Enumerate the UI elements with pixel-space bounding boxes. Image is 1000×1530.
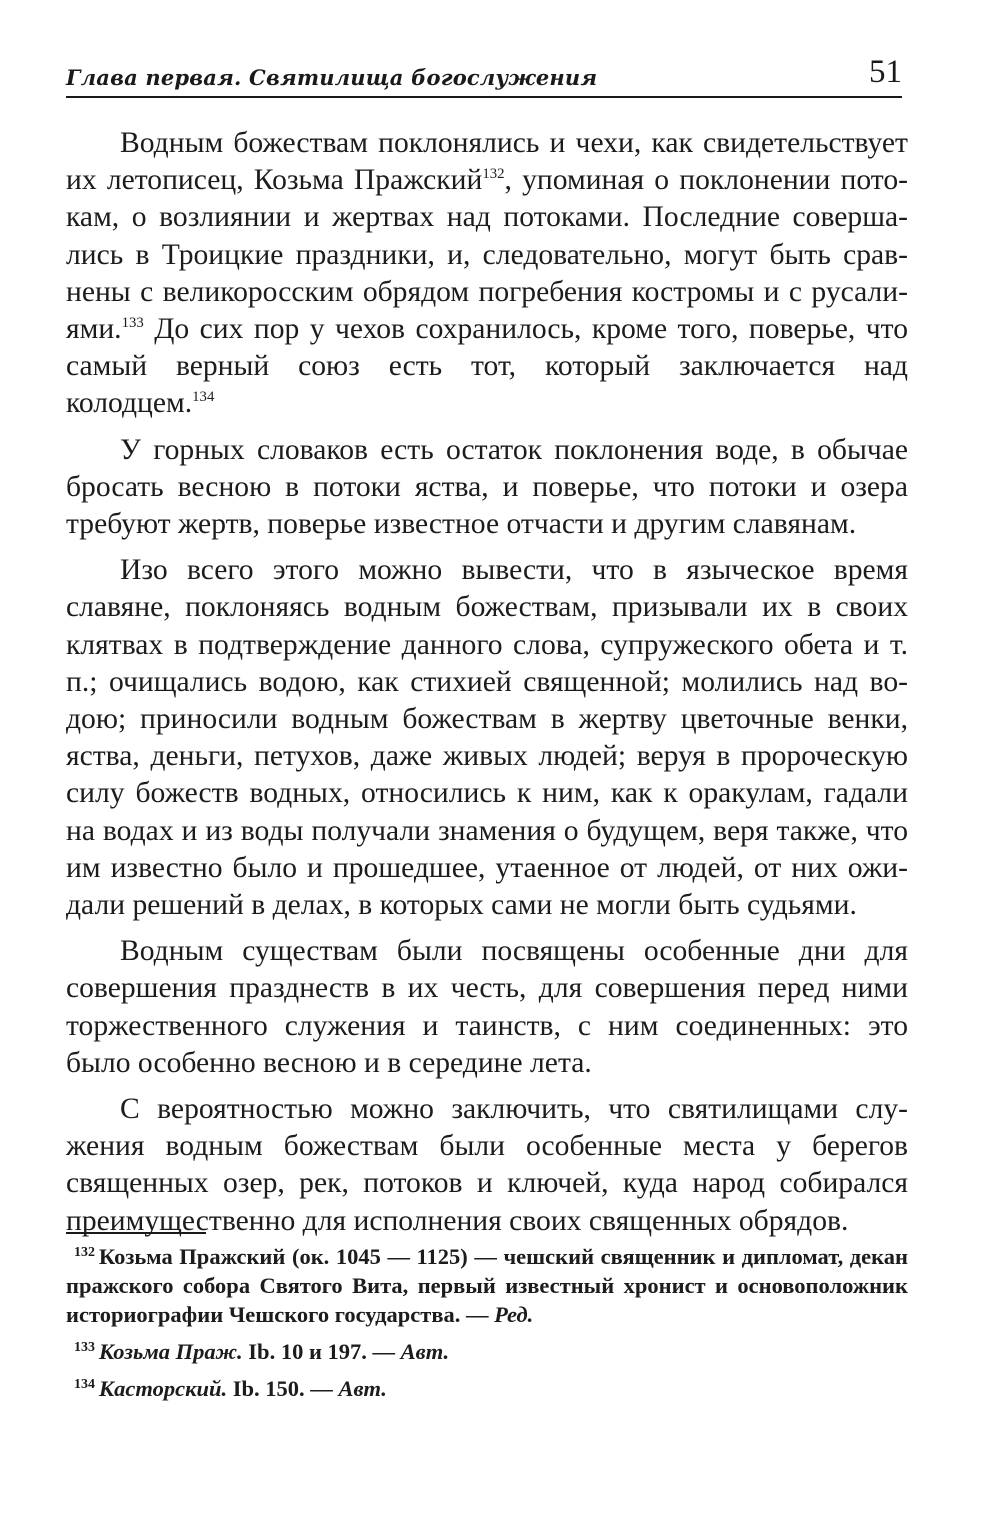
- footnote-134: [66, 1374, 908, 1403]
- chapter-title: Глава первая. Святилища богослужения: [66, 65, 598, 90]
- paragraph-5: С вероятностью можно заключить, что святилищами служения водным божествам были особенные места у берегов священных озер, рек, потоков и ключей, куда народ собирался преимущественно для исполнения своих священных обрядов.: [66, 1093, 908, 1237]
- footnote-number: 133: [74, 1339, 95, 1355]
- paragraph-1-part-a: Водным божествам поклонялись и чехи, как свидетельствует их летописец, Козьма Пражский: [66, 127, 908, 197]
- paragraph-2: У горных словаков есть остаток поклонения воде, в обычае бросать весною в потоки яства, и поверье, что потоки и озера требуют жертв, поверье известное отчасти и другим славянам.: [66, 433, 908, 541]
- footnote-attribution: Авт.: [338, 1376, 387, 1401]
- paragraph-1-part-c: До сих пор у чехов сохранилось, кроме того, поверье, что самый верный союз есть тот, который заключается над колодцем.: [66, 313, 908, 420]
- footnotes: [66, 1242, 908, 1411]
- paragraph-1: [66, 125, 908, 423]
- footnote-divider: [66, 1232, 206, 1234]
- paragraph-4: Водным существам были посвящены особенные дни для совершения празднеств в их честь, для совершения перед ними торжественного служения и таинств, с ним соединенных: это было особенно весною и в середине лета.: [66, 935, 908, 1079]
- footnote-ref-134: 134: [192, 389, 215, 406]
- footnote-source: Козьма Праж.: [98, 1339, 243, 1364]
- footnote-number: 134: [74, 1376, 95, 1392]
- footnote-text: Ib. 10 и 197. —: [242, 1339, 401, 1364]
- footnote-attribution: Авт.: [400, 1339, 450, 1364]
- footnote-133: [66, 1337, 908, 1366]
- footnote-ref-133: 133: [121, 315, 144, 332]
- footnote-text: Козьма Пражский (ок. 1045 — 1125) — чешский священник и дипломат, декан пражского собора Святого Вита, первый известный хронист и основоположник историографии Чешского государства. —: [66, 1244, 908, 1327]
- main-text: [66, 125, 908, 1249]
- paragraph-1-part-b: , упоминая о поклонении потокам, о возлиянии и жертвах над потоками. Последние совершались в Троицкие праздники, и, следовательно, могут быть сравнены с великоросским обрядом погребения костромы и с русалиями.: [66, 164, 908, 346]
- running-header: [66, 56, 902, 98]
- footnote-number: 132: [74, 1244, 95, 1260]
- footnote-attribution: Ред.: [494, 1302, 534, 1327]
- footnote-ref-132: 132: [482, 166, 505, 183]
- page-number: 51: [869, 54, 902, 90]
- paragraph-3: Изо всего этого можно вывести, что в языческое время славяне, поклоняясь водным божествам, призывали их в своих клятвах в подтверждение данного слова, супружеского обета и т. п.; очищались водою, как стихией священной; молились над водою; приносили водным божествам в жертву цветочные венки, яства, деньги, петухов, даже живых людей; веруя в пророческую силу божеств водных, относились к ним, как к оракулам, гадали на водах и из воды получали знамения о будущем, веря также, что им известно было и прошедшее, утаенное от людей, от них ожидали решений в делах, в которых сами не могли быть судьями.: [66, 554, 908, 922]
- footnote-132: [66, 1242, 908, 1329]
- footnote-source: Касторский.: [98, 1376, 228, 1401]
- footnote-text: Ib. 150. —: [227, 1376, 339, 1401]
